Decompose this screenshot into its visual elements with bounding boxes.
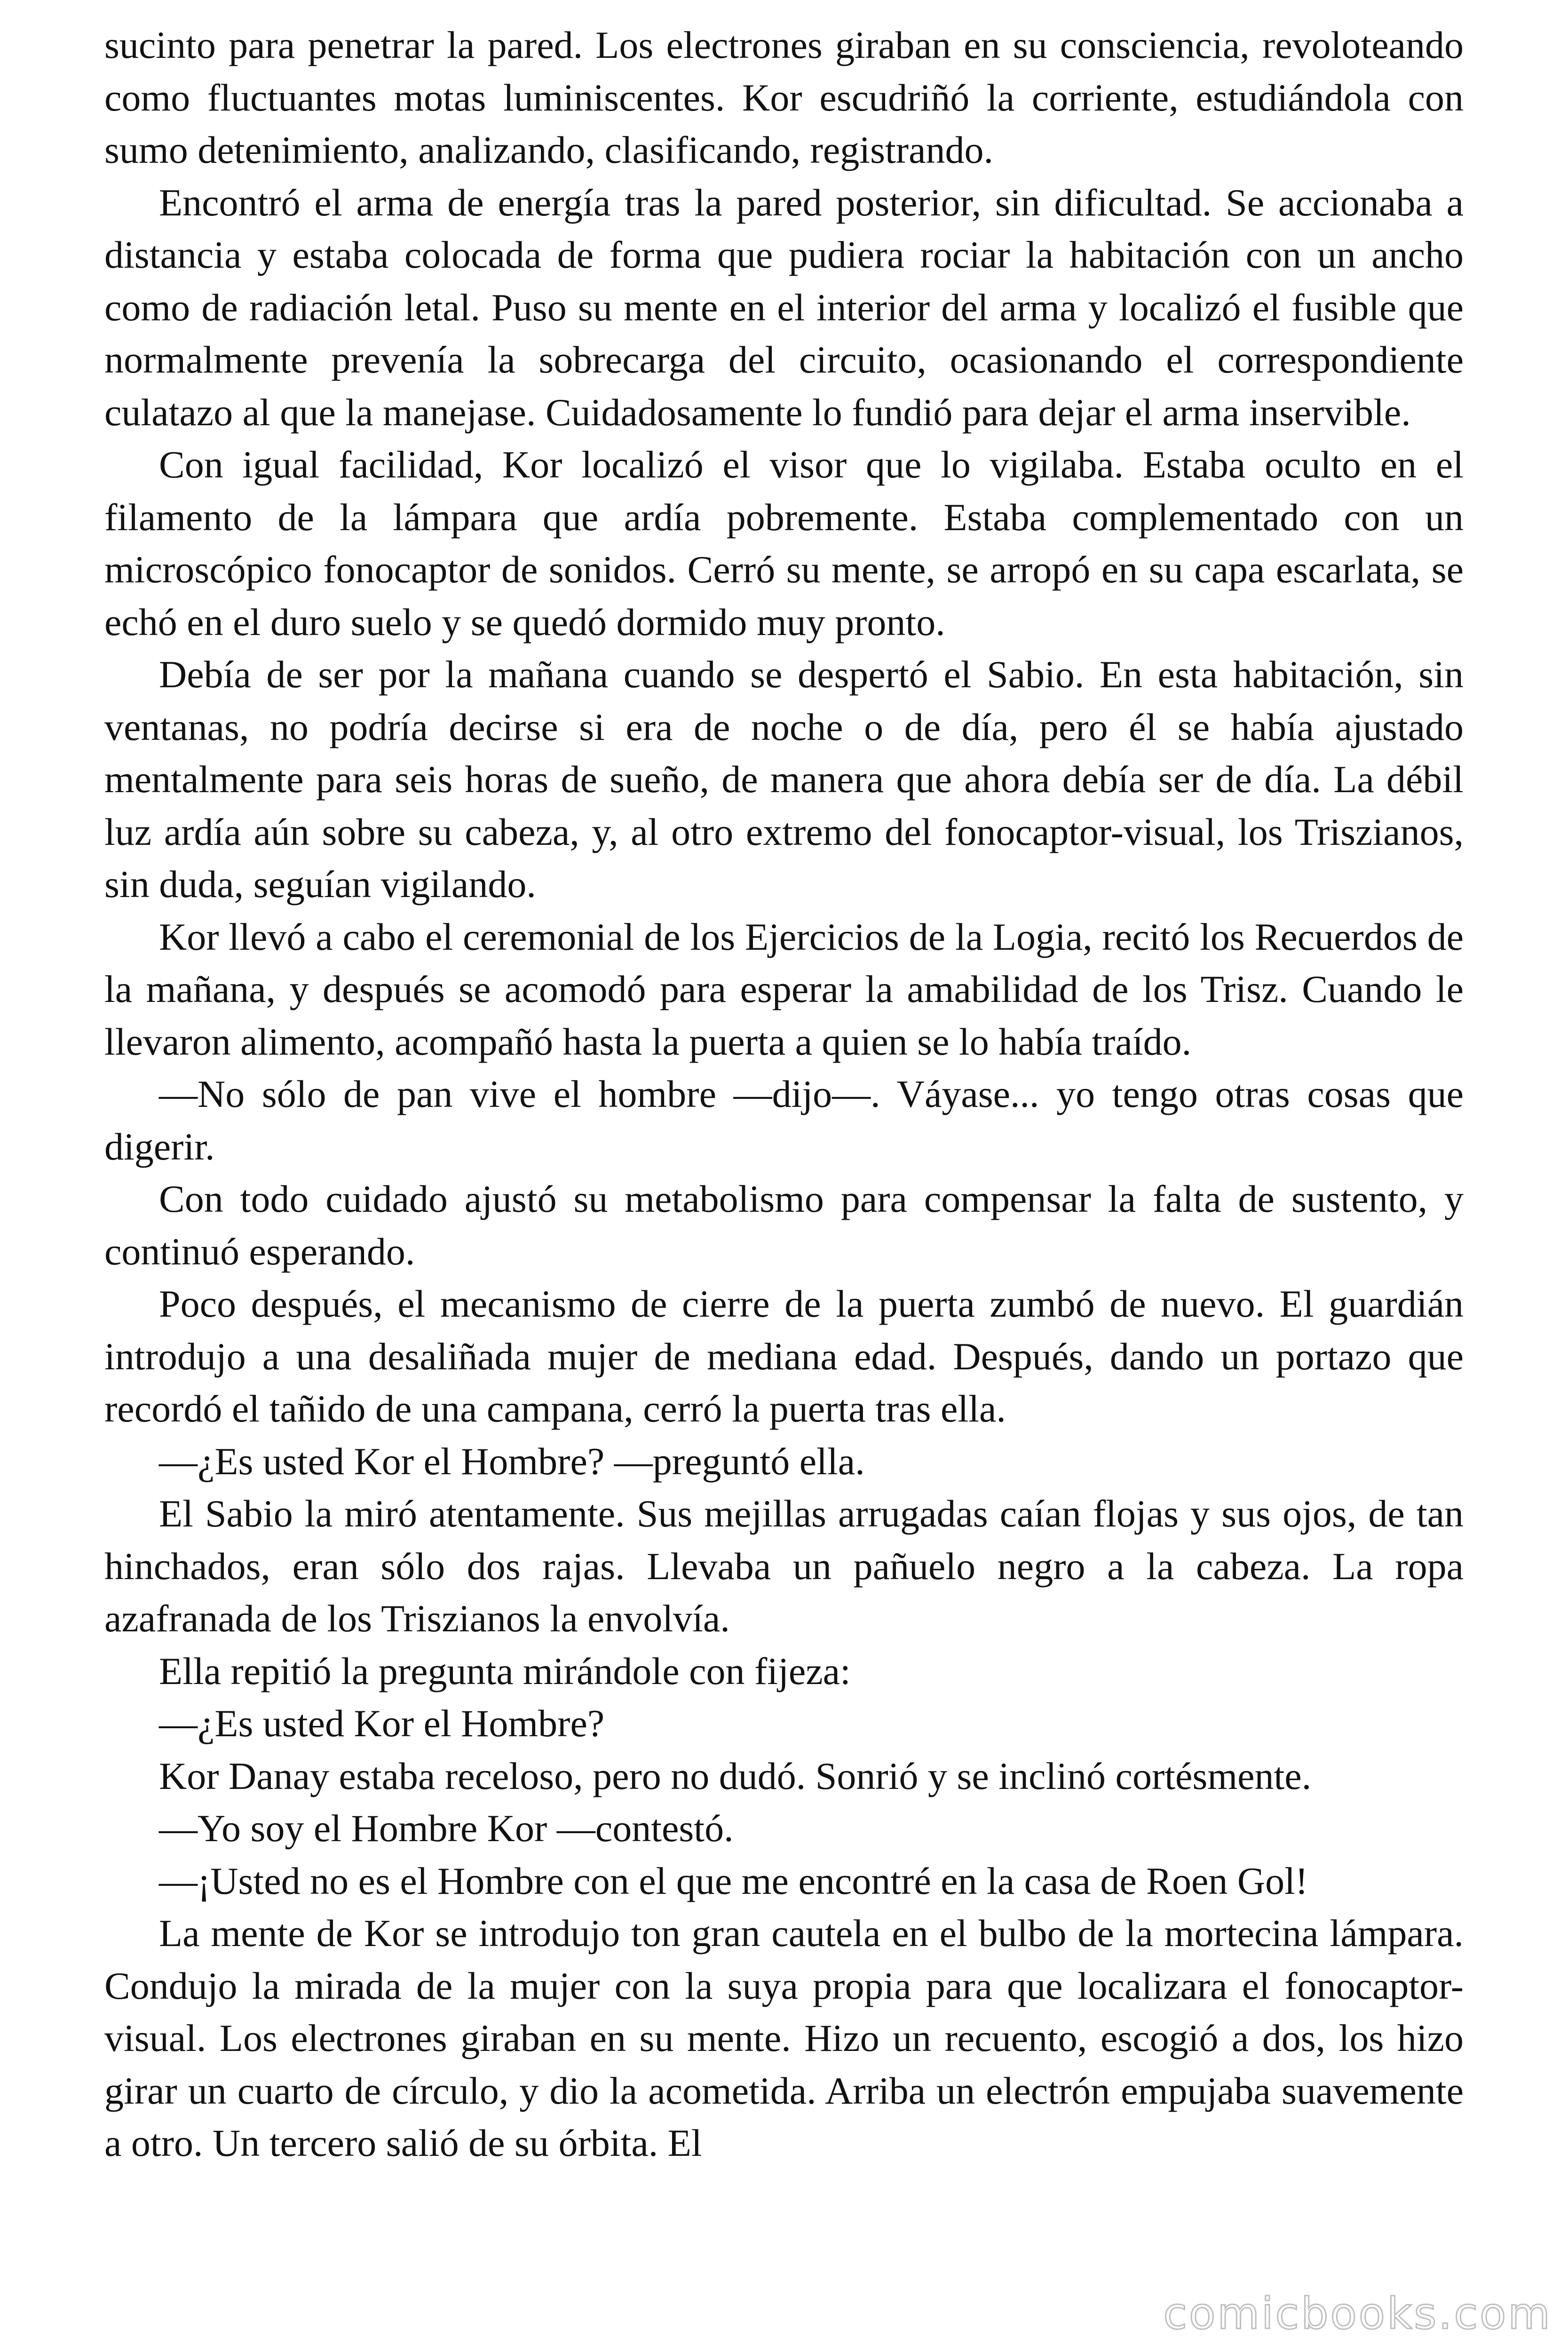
paragraph-10: El Sabio la miró atentamente. Sus mejillas arrugadas caían flojas y sus ojos, de tan hinchados, eran sólo dos rajas. Llevaba un pañuelo negro a la cabeza. La ropa azafranada de los Triszianos la envolvía.	[104, 1492, 1464, 1640]
paragraph-4: Debía de ser por la mañana cuando se despertó el Sabio. En esta habitación, sin ventanas, no podría decirse si era de noche o de día, pero él se había ajustado mentalmente para seis horas de sueño, de manera que ahora debía ser de día. La débil luz ardía aún sobre su cabeza, y, al otro extremo del fonocaptor-visual, los Triszianos, sin duda, seguían vigilando.	[104, 653, 1464, 906]
paragraph-7: Con todo cuidado ajustó su metabolismo para compensar la falta de sustento, y continuó esperando.	[104, 1177, 1464, 1273]
paragraph-3: Con igual facilidad, Kor localizó el visor que lo vigilaba. Estaba oculto en el filamento de la lámpara que ardía pobremente. Estaba complementado con un microscópico fonocaptor de sonidos. Cerró su mente, se arropó en su capa escarlata, se echó en el duro suelo y se quedó dormido muy pronto.	[104, 443, 1464, 644]
paragraph-6: —No sólo de pan vive el hombre —dijo—. Váyase... yo tengo otras cosas que digerir.	[104, 1073, 1464, 1168]
paragraph-13: Kor Danay estaba receloso, pero no dudó. Sonrió y se inclinó cortésmente.	[159, 1754, 1312, 1797]
paragraph-8: Poco después, el mecanismo de cierre de la puerta zumbó de nuevo. El guardián introdujo a una desaliñada mujer de mediana edad. Después, dando un portazo que recordó el tañido de una campana, cerró la puerta tras ella.	[104, 1282, 1464, 1430]
paragraph-5: Kor llevó a cabo el ceremonial de los Ejercicios de la Logia, recitó los Recuerdos de la mañana, y después se acomodó para esperar la amabilidad de los Trisz. Cuando le llevaron alimento, acompañó hasta la puerta a quien se lo había traído.	[104, 915, 1464, 1063]
watermark: comicbooks.com	[1163, 2288, 1552, 2339]
paragraph-11: Ella repitió la pregunta mirándole con fijeza:	[159, 1649, 851, 1692]
paragraph-14: —Yo soy el Hombre Kor —contestó.	[159, 1807, 734, 1850]
paragraph-2: Encontró el arma de energía tras la pared posterior, sin dificultad. Se accionaba a distancia y estaba colocada de forma que pudiera rociar la habitación con un ancho como de radiación letal. Puso su mente en el interior del arma y localizó el fusible que normalmente prevenía la sobrecarga del circuito, ocasionando el correspondiente culatazo al que la manejase. Cuidadosamente lo fundió para dejar el arma inservible.	[104, 181, 1464, 434]
paragraph-12: —¿Es usted Kor el Hombre?	[159, 1702, 605, 1745]
paragraph-1: sucinto para penetrar la pared. Los electrones giraban en su consciencia, revoloteando como fluctuantes motas luminiscentes. Kor escudriñó la corriente, estudiándola con sumo detenimiento, analizando, clasificando, registrando.	[104, 24, 1464, 171]
paragraph-16: La mente de Kor se introdujo ton gran cautela en el bulbo de la mortecina lámpara. Condujo la mirada de la mujer con la suya propia para que localizara el fonocaptor-visual. Los electrones giraban en su mente. Hizo un recuento, escogió a dos, los hizo girar un cuarto de círculo, y dio la acometida. Arriba un electrón empujaba suavemente a otro. Un tercero salió de su órbita. El	[104, 1912, 1464, 2164]
book-page-text	[104, 19, 1464, 2169]
paragraph-9: —¿Es usted Kor el Hombre? —preguntó ella.	[159, 1439, 865, 1483]
paragraph-15: —¡Usted no es el Hombre con el que me encontré en la casa de Roen Gol!	[159, 1859, 1308, 1902]
